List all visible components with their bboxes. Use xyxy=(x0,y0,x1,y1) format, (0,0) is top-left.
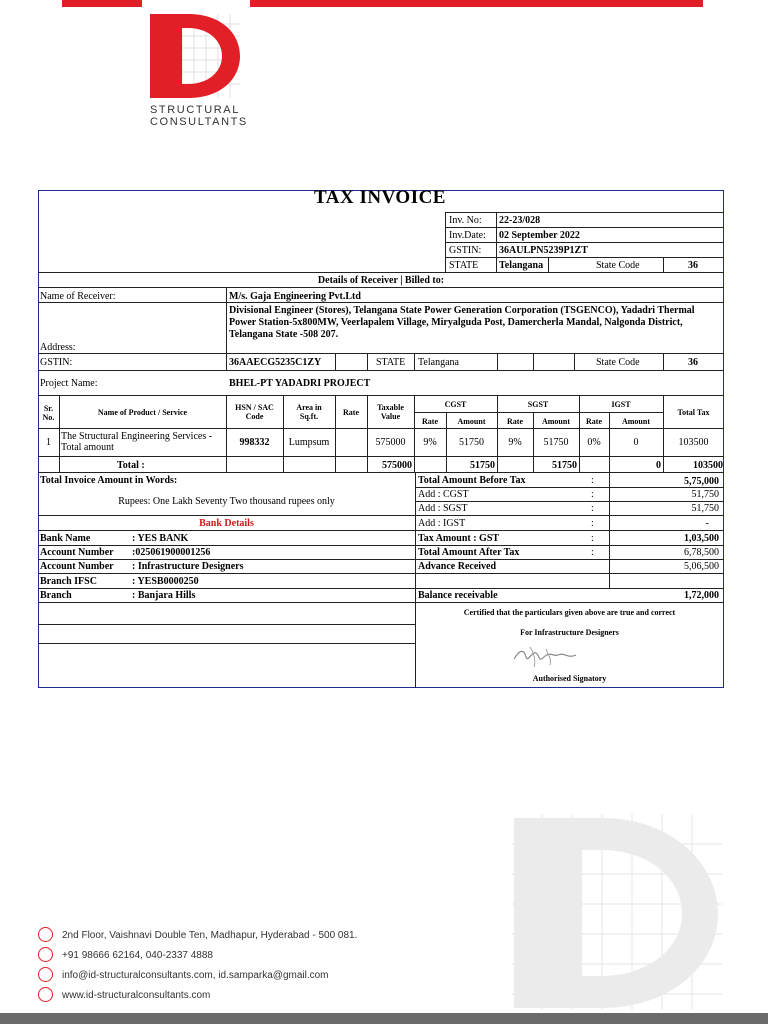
row-product xyxy=(61,431,212,453)
col-igst: IGST xyxy=(611,400,631,409)
bank-row-value: : YESB0000250 xyxy=(132,576,199,587)
col-sr-line1: Sr. xyxy=(43,404,54,413)
divider xyxy=(38,353,724,354)
footer-band xyxy=(0,1013,768,1024)
summary-label: Add : SGST xyxy=(418,503,468,514)
summary-value: 6,78,500 xyxy=(684,547,719,558)
total-sgst: 51750 xyxy=(552,460,577,471)
col-igst-amount: Amount xyxy=(621,417,650,426)
summary-value: 51,750 xyxy=(691,489,719,500)
col-igst-rate: Rate xyxy=(586,417,602,426)
col-taxable-line2: Value xyxy=(380,412,401,421)
divider xyxy=(496,212,497,272)
divider xyxy=(574,353,575,370)
bank-row-value: : YES BANK xyxy=(132,533,189,544)
summary-colon: : xyxy=(591,547,594,558)
globe-icon xyxy=(38,987,53,1002)
col-rate: Rate xyxy=(343,408,359,417)
row-total-tax: 103500 xyxy=(678,437,709,448)
divider xyxy=(38,472,724,473)
summary-value: 1,03,500 xyxy=(684,533,719,544)
words-label: Total Invoice Amount in Words: xyxy=(40,475,178,486)
address-label: Address: xyxy=(40,342,76,353)
divider xyxy=(445,242,724,243)
col-area-line1: Area in xyxy=(296,403,322,412)
state-label: STATE xyxy=(449,260,479,271)
divider xyxy=(415,559,724,560)
divider xyxy=(415,472,416,688)
receiver-state-code: 36 xyxy=(688,357,698,368)
divider xyxy=(38,559,415,560)
total-taxable: 575000 xyxy=(382,460,412,471)
bank-row-label: Bank Name xyxy=(40,533,91,544)
words-text: Rupees: One Lakh Seventy Two thousand rupees only xyxy=(118,496,335,507)
bank-row-label: Branch IFSC xyxy=(40,576,97,587)
state-value: Telangana xyxy=(499,260,544,271)
divider xyxy=(38,287,724,288)
summary-value: 51,750 xyxy=(691,503,719,514)
col-product: Name of Product / Service xyxy=(97,408,188,417)
divider xyxy=(414,412,663,413)
col-sr-line2: No. xyxy=(42,413,55,422)
row-hsn: 998332 xyxy=(239,437,270,448)
col-cgst: CGST xyxy=(444,400,467,409)
row-sgst-amount: 51750 xyxy=(543,437,569,448)
project-name: BHEL-PT YADADRI PROJECT xyxy=(229,378,371,389)
total-cgst: 51750 xyxy=(470,460,495,471)
col-sr xyxy=(38,404,59,422)
watermark-logo xyxy=(512,814,722,1010)
state-code-label: State Code xyxy=(596,260,640,271)
divider xyxy=(415,602,724,603)
summary-label: Total Amount After Tax xyxy=(418,547,520,558)
bank-row-value: : Banjara Hills xyxy=(132,590,196,601)
address-line-2: Power Station-5x800MW, Veerlapalem Village, Miryalguda Post, Damercherla Mandal, Nalgonda District, xyxy=(229,317,683,328)
summary-colon: : xyxy=(591,503,594,514)
brand-top-bar-left xyxy=(62,0,142,7)
total-total-tax: 103500 xyxy=(693,460,723,471)
address-line-3: Telangana State -508 207. xyxy=(229,329,339,340)
bank-row-label: Account Number xyxy=(40,561,114,572)
divider xyxy=(38,588,415,589)
company-name-line1: STRUCTURAL xyxy=(150,104,240,116)
col-taxable xyxy=(367,403,414,421)
row-product-line1: The Structural Engineering Services - xyxy=(61,431,213,442)
summary-value: 5,75,000 xyxy=(684,476,719,487)
bank-row-value: : Infrastructure Designers xyxy=(132,561,244,572)
receiver-gstin: 36AAECG5235C1ZY xyxy=(229,357,322,368)
divider xyxy=(415,501,724,502)
invoice-title: TAX INVOICE xyxy=(314,187,446,208)
row-sr: 1 xyxy=(46,437,51,448)
row-igst-amount: 0 xyxy=(633,437,639,448)
row-sgst-rate: 9% xyxy=(508,437,522,448)
divider xyxy=(415,487,724,488)
bank-row-label: Account Number xyxy=(40,547,114,558)
divider xyxy=(38,573,415,574)
divider xyxy=(38,395,724,396)
divider xyxy=(445,212,446,272)
col-cgst-amount: Amount xyxy=(457,417,486,426)
col-area xyxy=(283,403,335,421)
divider xyxy=(445,257,724,258)
brand-top-bar-right xyxy=(250,0,703,7)
divider xyxy=(38,370,724,371)
balance-value: 1,72,000 xyxy=(684,590,719,601)
divider xyxy=(445,227,724,228)
divider xyxy=(415,588,724,589)
bank-row-label: Branch xyxy=(40,590,72,601)
divider xyxy=(548,257,549,272)
summary-colon: : xyxy=(591,475,594,486)
phone-icon xyxy=(38,947,53,962)
divider xyxy=(59,395,60,472)
email-icon xyxy=(38,967,53,982)
state-code-value: 36 xyxy=(688,260,698,271)
row-cgst-amount: 51750 xyxy=(459,437,484,448)
location-icon xyxy=(38,927,53,942)
summary-label: Add : CGST xyxy=(418,489,469,500)
summary-label: Advance Received xyxy=(418,561,497,572)
divider xyxy=(415,515,724,516)
divider xyxy=(415,573,724,574)
row-igst-rate: 0% xyxy=(587,437,601,448)
divider xyxy=(533,353,534,370)
divider xyxy=(414,353,415,370)
divider xyxy=(226,287,227,371)
divider xyxy=(38,515,415,516)
inv-date-value: 02 September 2022 xyxy=(499,230,580,241)
receiver-state-label: STATE xyxy=(376,357,406,368)
divider xyxy=(663,257,664,272)
company-name-line2: CONSULTANTS xyxy=(150,116,248,128)
receiver-name-label: Name of Receiver: xyxy=(40,291,116,302)
col-hsn-line1: HSN / SAC xyxy=(235,403,274,412)
footer-address-text: 2nd Floor, Vaishnavi Double Ten, Madhapur, Hyderabad - 500 081. xyxy=(62,930,358,941)
inv-no-value: 22-23/028 xyxy=(499,215,541,226)
col-sgst: SGST xyxy=(527,400,549,409)
summary-value: 5,06,500 xyxy=(684,561,719,572)
row-product-line2: Total amount xyxy=(61,442,114,453)
receiver-state: Telangana xyxy=(418,357,459,368)
authorised-signatory: Authorised Signatory xyxy=(532,674,607,683)
certification-text: Certified that the particulars given above are true and correct xyxy=(463,608,676,617)
col-sgst-amount: Amount xyxy=(541,417,570,426)
receiver-heading: Details of Receiver | Billed to: xyxy=(317,275,445,286)
summary-colon: : xyxy=(591,489,594,500)
divider xyxy=(38,428,724,429)
total-igst: 0 xyxy=(656,460,661,471)
divider xyxy=(415,545,724,546)
divider xyxy=(38,602,415,603)
summary-value: - xyxy=(705,518,709,529)
summary-colon: : xyxy=(591,518,594,529)
balance-label: Balance receivable xyxy=(418,590,498,601)
inv-no-label: Inv. No: xyxy=(449,215,482,226)
bank-heading: Bank Details xyxy=(199,518,254,529)
divider xyxy=(38,643,415,644)
summary-colon: : xyxy=(591,533,594,544)
gstin-value: 36AULPN5239P1ZT xyxy=(499,245,588,256)
col-cgst-rate: Rate xyxy=(422,417,438,426)
company-logo xyxy=(148,10,244,102)
summary-label: Tax Amount : GST xyxy=(418,533,500,544)
col-area-line2: Sq.ft. xyxy=(299,412,319,421)
bank-row-value: :025061900001256 xyxy=(132,547,211,558)
footer-email-text[interactable]: info@id-structuralconsultants.com, id.samparka@gmail.com xyxy=(62,970,329,981)
divider xyxy=(367,353,368,370)
divider xyxy=(497,353,498,370)
certification-for: For Infrastructure Designers xyxy=(520,628,619,637)
col-hsn-line2: Code xyxy=(245,412,264,421)
divider xyxy=(335,353,336,370)
col-total-tax: Total Tax xyxy=(677,408,710,417)
project-label: Project Name: xyxy=(40,378,98,389)
footer-website-text[interactable]: www.id-structuralconsultants.com xyxy=(62,990,211,1001)
divider xyxy=(415,530,724,531)
company-name xyxy=(150,104,250,128)
summary-label: Total Amount Before Tax xyxy=(418,475,526,486)
footer-phone-text: +91 98666 62164, 040-2337 4888 xyxy=(62,950,213,961)
divider xyxy=(38,545,415,546)
receiver-state-code-label: State Code xyxy=(596,357,640,368)
row-cgst-rate: 9% xyxy=(423,437,437,448)
col-sgst-rate: Rate xyxy=(507,417,523,426)
gstin-label: GSTIN: xyxy=(449,245,482,256)
address-line-1: Divisional Engineer (Stores), Telangana State Power Generation Corporation (TSGENCO), Yadadri Thermal xyxy=(229,305,695,316)
divider xyxy=(335,395,336,472)
row-taxable: 575000 xyxy=(375,437,406,448)
row-area: Lumpsum xyxy=(288,437,330,448)
total-label: Total : xyxy=(117,460,145,471)
divider xyxy=(38,530,415,531)
divider xyxy=(38,302,724,303)
summary-label: Add : IGST xyxy=(418,518,466,529)
divider xyxy=(38,456,724,457)
divider xyxy=(38,624,415,625)
divider xyxy=(38,272,724,273)
col-taxable-line1: Taxable xyxy=(377,403,404,412)
receiver-gstin-label: GSTIN: xyxy=(40,357,73,368)
inv-date-label: Inv.Date: xyxy=(449,230,486,241)
signature-image xyxy=(510,643,582,669)
divider xyxy=(445,212,724,213)
receiver-name: M/s. Gaja Engineering Pvt.Ltd xyxy=(229,291,361,302)
col-hsn xyxy=(226,403,283,421)
divider xyxy=(663,353,664,370)
